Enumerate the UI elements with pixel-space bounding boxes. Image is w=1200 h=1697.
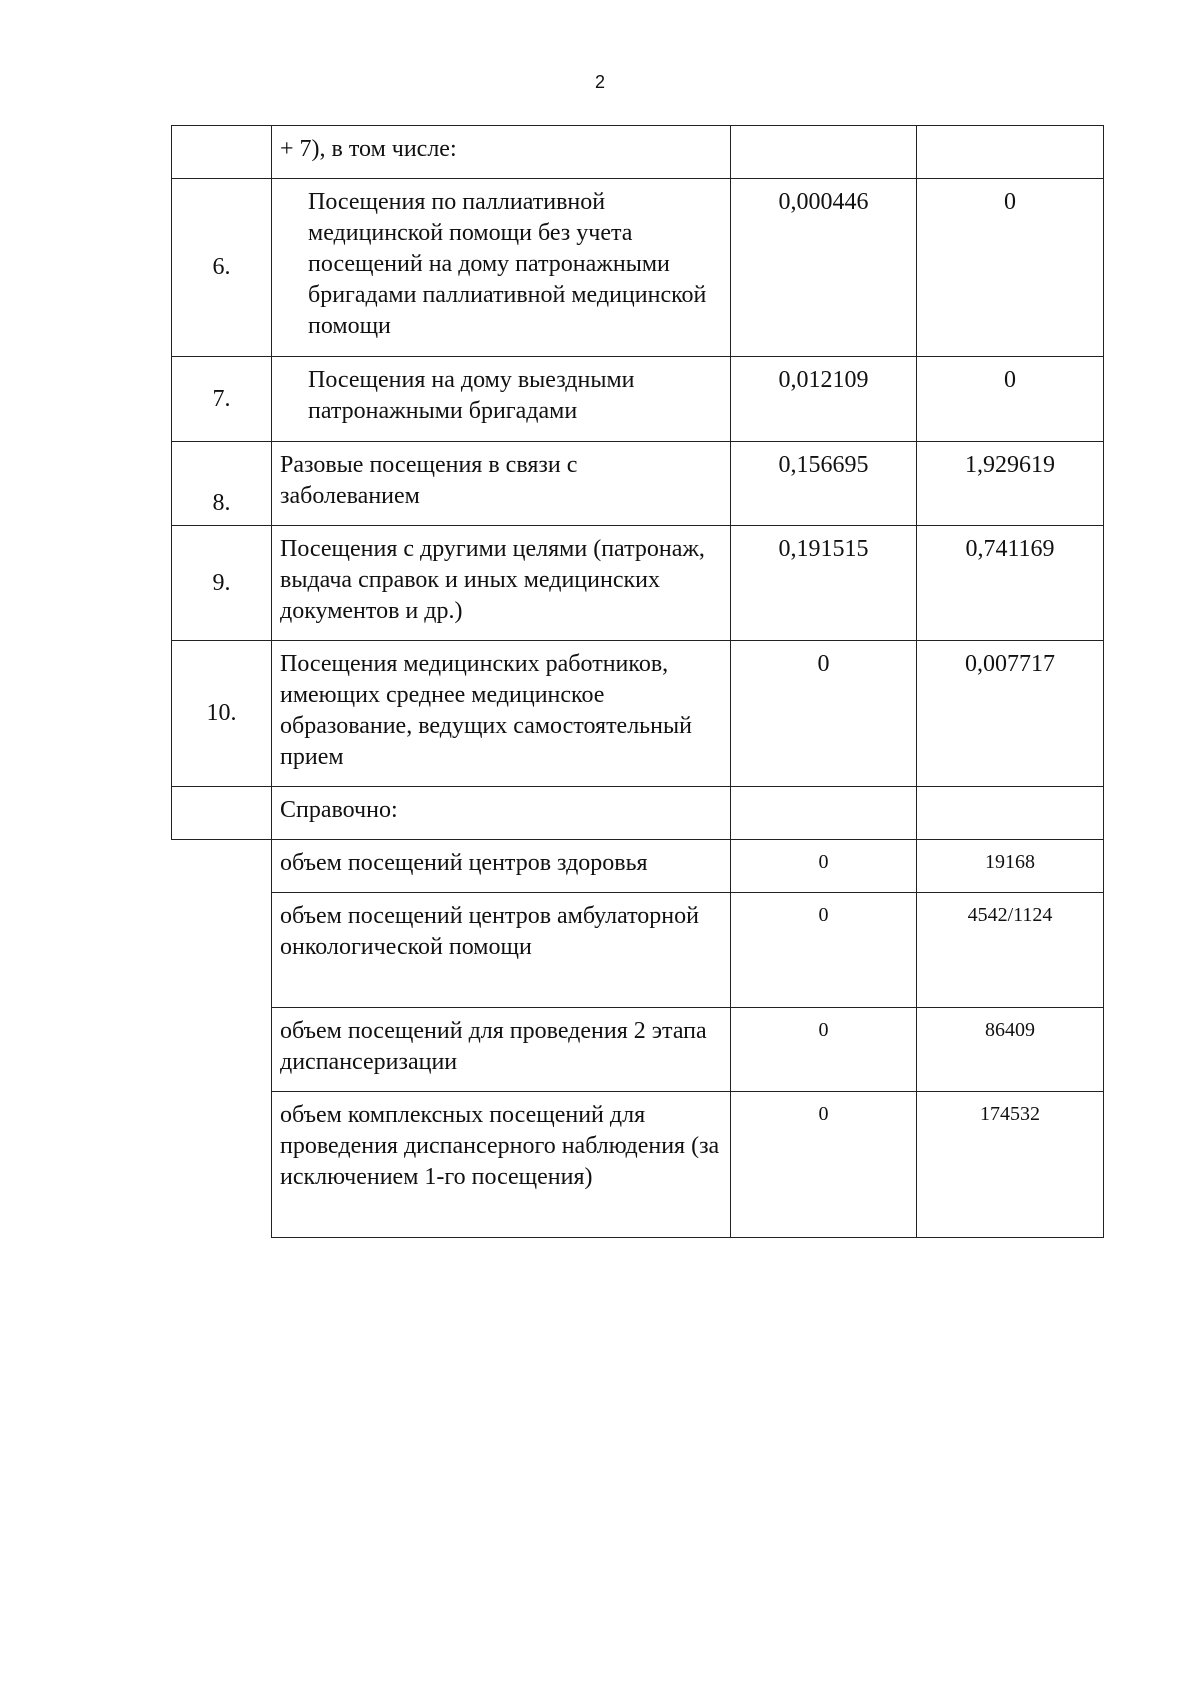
row-value-1: 0,000446 <box>731 179 917 357</box>
empty-cell <box>172 1008 272 1092</box>
row-value-2: 0 <box>917 179 1104 357</box>
row-value-2 <box>917 787 1104 840</box>
table-row <box>172 1092 1104 1238</box>
table-row <box>172 787 1104 840</box>
row-value-1: 0,156695 <box>731 442 917 526</box>
table-row <box>172 179 1104 357</box>
empty-cell <box>172 840 272 893</box>
row-label: Посещения с другими целями (патронаж, выдача справок и иных медицинских документов и др.) <box>272 526 731 641</box>
row-label: Посещения на дому выездными патронажными бригадами <box>272 357 731 442</box>
row-value-1: 0 <box>731 1008 917 1092</box>
row-label: объем комплексных посещений для проведения диспансерного наблюдения (за исключением 1-го посещения) <box>272 1092 731 1238</box>
table-row <box>172 641 1104 787</box>
row-value-2: 0,741169 <box>917 526 1104 641</box>
row-value-2: 174532 <box>917 1092 1104 1238</box>
page-number: 2 <box>594 72 605 92</box>
row-value-1: 0 <box>731 893 917 1008</box>
row-value-1: 0 <box>731 641 917 787</box>
row-value-2 <box>917 126 1104 179</box>
row-number: 9. <box>172 526 272 641</box>
row-value-2: 86409 <box>917 1008 1104 1092</box>
row-value-2: 0 <box>917 357 1104 442</box>
table-row <box>172 526 1104 641</box>
row-value-1: 0,012109 <box>731 357 917 442</box>
row-label: Разовые посещения в связи с заболеванием <box>272 442 731 526</box>
empty-cell <box>172 893 272 1008</box>
row-label: Справочно: <box>272 787 731 840</box>
row-label: Посещения медицинских работников, имеющих среднее медицинское образование, ведущих самостоятельный прием <box>272 641 731 787</box>
row-label: объем посещений для проведения 2 этапа диспансеризации <box>272 1008 731 1092</box>
row-value-2: 19168 <box>917 840 1104 893</box>
row-value-1: 0 <box>731 1092 917 1238</box>
row-value-1 <box>731 126 917 179</box>
row-number: 8. <box>172 442 272 526</box>
row-value-1: 0 <box>731 840 917 893</box>
table-row <box>172 840 1104 893</box>
row-label: + 7), в том числе: <box>272 126 731 179</box>
row-value-2: 4542/1124 <box>917 893 1104 1008</box>
row-value-1: 0,191515 <box>731 526 917 641</box>
table-row <box>172 1008 1104 1092</box>
row-number: 10. <box>172 641 272 787</box>
empty-cell <box>172 1092 272 1238</box>
row-number <box>172 787 272 840</box>
row-label: объем посещений центров амбулаторной онкологической помощи <box>272 893 731 1008</box>
row-number <box>172 126 272 179</box>
row-value-2: 0,007717 <box>917 641 1104 787</box>
row-label: Посещения по паллиативной медицинской помощи без учета посещений на дому патронажными бригадами паллиативной медицинской помощи <box>272 179 731 357</box>
table-row <box>172 442 1104 526</box>
row-label: объем посещений центров здоровья <box>272 840 731 893</box>
row-number: 6. <box>172 179 272 357</box>
table-row <box>172 126 1104 179</box>
data-table <box>171 125 1104 1238</box>
row-number: 7. <box>172 357 272 442</box>
row-value-1 <box>731 787 917 840</box>
row-value-2: 1,929619 <box>917 442 1104 526</box>
table-row <box>172 893 1104 1008</box>
table-row <box>172 357 1104 442</box>
